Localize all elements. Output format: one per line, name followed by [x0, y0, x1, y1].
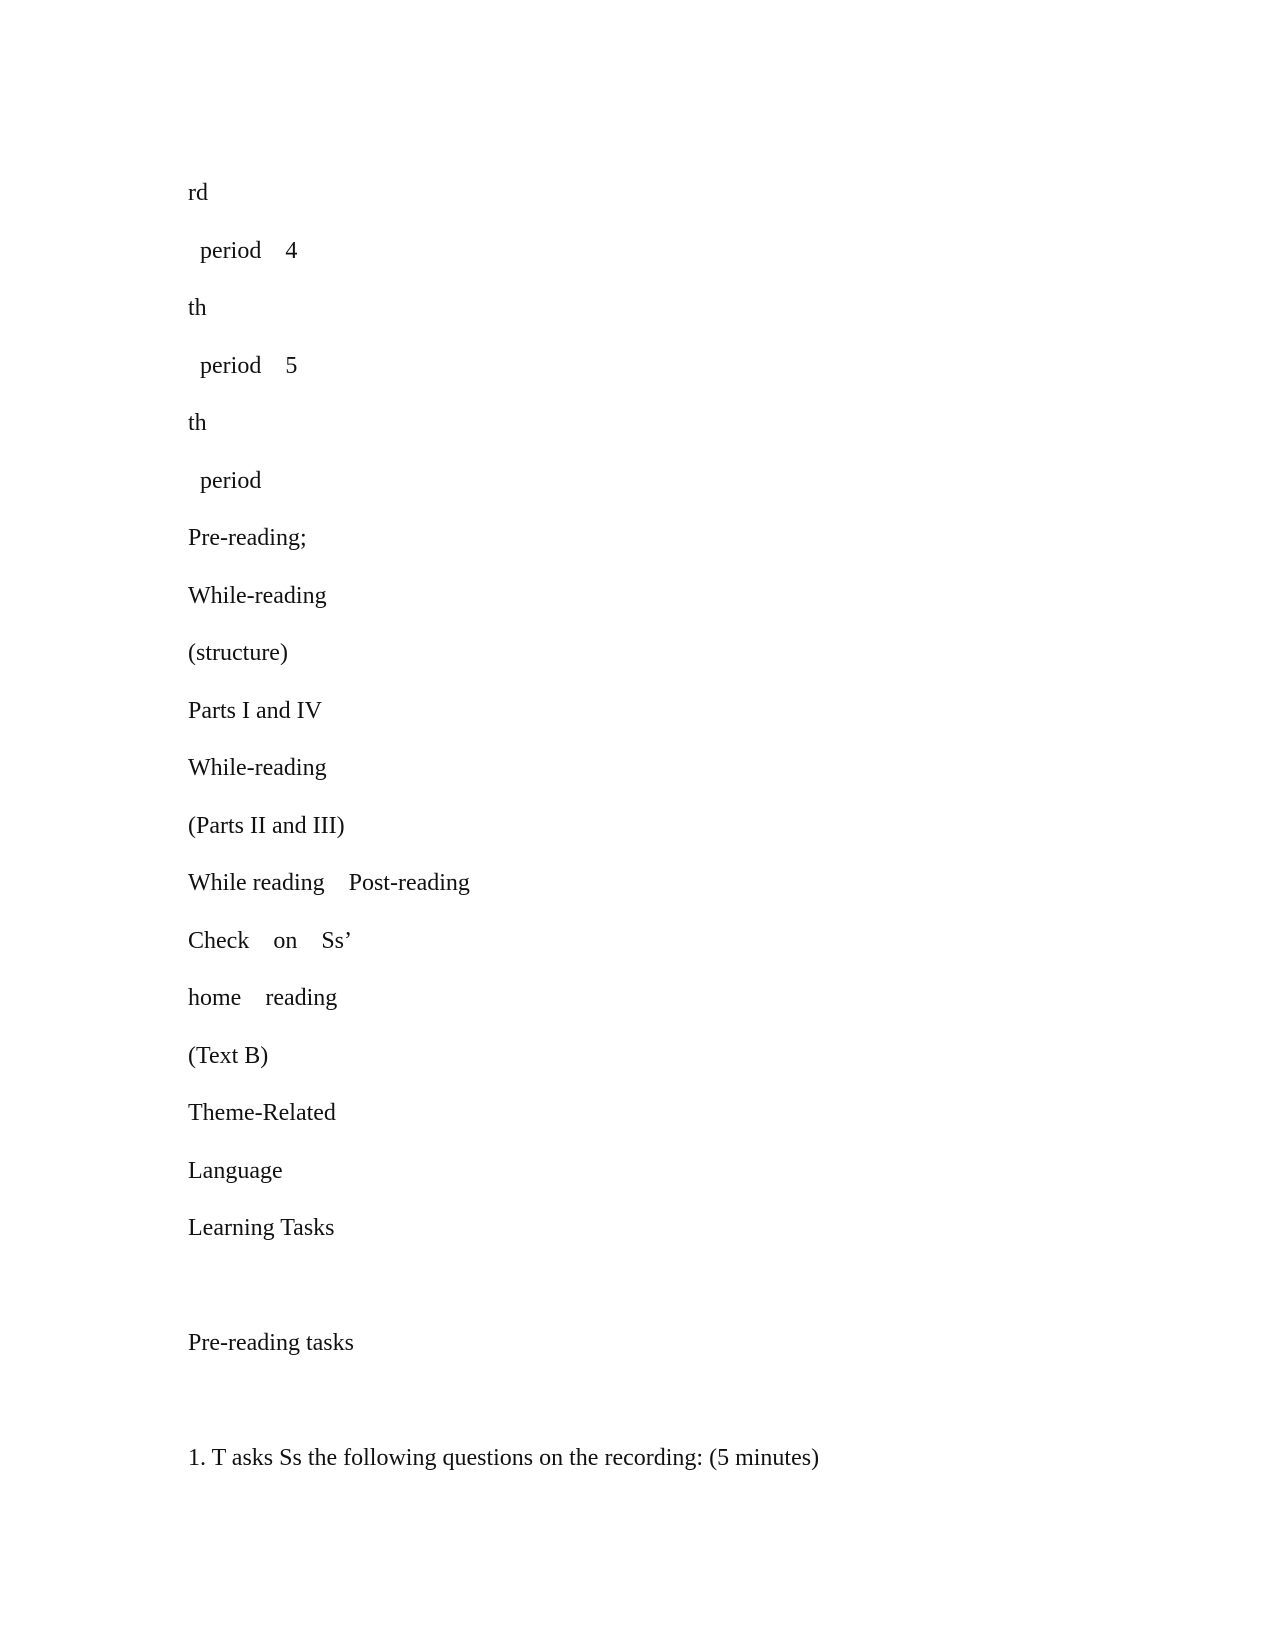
section-heading: Pre-reading tasks: [188, 1330, 354, 1356]
text-line: (Text B): [188, 1043, 269, 1069]
text-line: Parts I and IV: [188, 698, 322, 724]
text-line: home reading: [188, 985, 338, 1011]
text-line: period 5: [200, 353, 298, 379]
text-line: th: [188, 410, 207, 436]
text-line: (Parts II and III): [188, 813, 345, 839]
text-line: period 4: [200, 238, 298, 264]
text-line: rd: [188, 180, 208, 206]
text-line: While-reading: [188, 755, 327, 781]
text-line: th: [188, 295, 207, 321]
text-line: While-reading: [188, 583, 327, 609]
text-line: 1. T asks Ss the following questions on the recording: (5 minutes): [188, 1445, 820, 1471]
text-line: Language: [188, 1158, 283, 1184]
text-line: Check on Ss’: [188, 928, 352, 954]
text-line: (structure): [188, 640, 288, 666]
text-line: Theme-Related: [188, 1100, 336, 1126]
text-line: Learning Tasks: [188, 1215, 335, 1241]
text-line: While reading Post-reading: [188, 870, 470, 896]
text-line: Pre-reading;: [188, 525, 307, 551]
text-line: period: [200, 468, 262, 494]
